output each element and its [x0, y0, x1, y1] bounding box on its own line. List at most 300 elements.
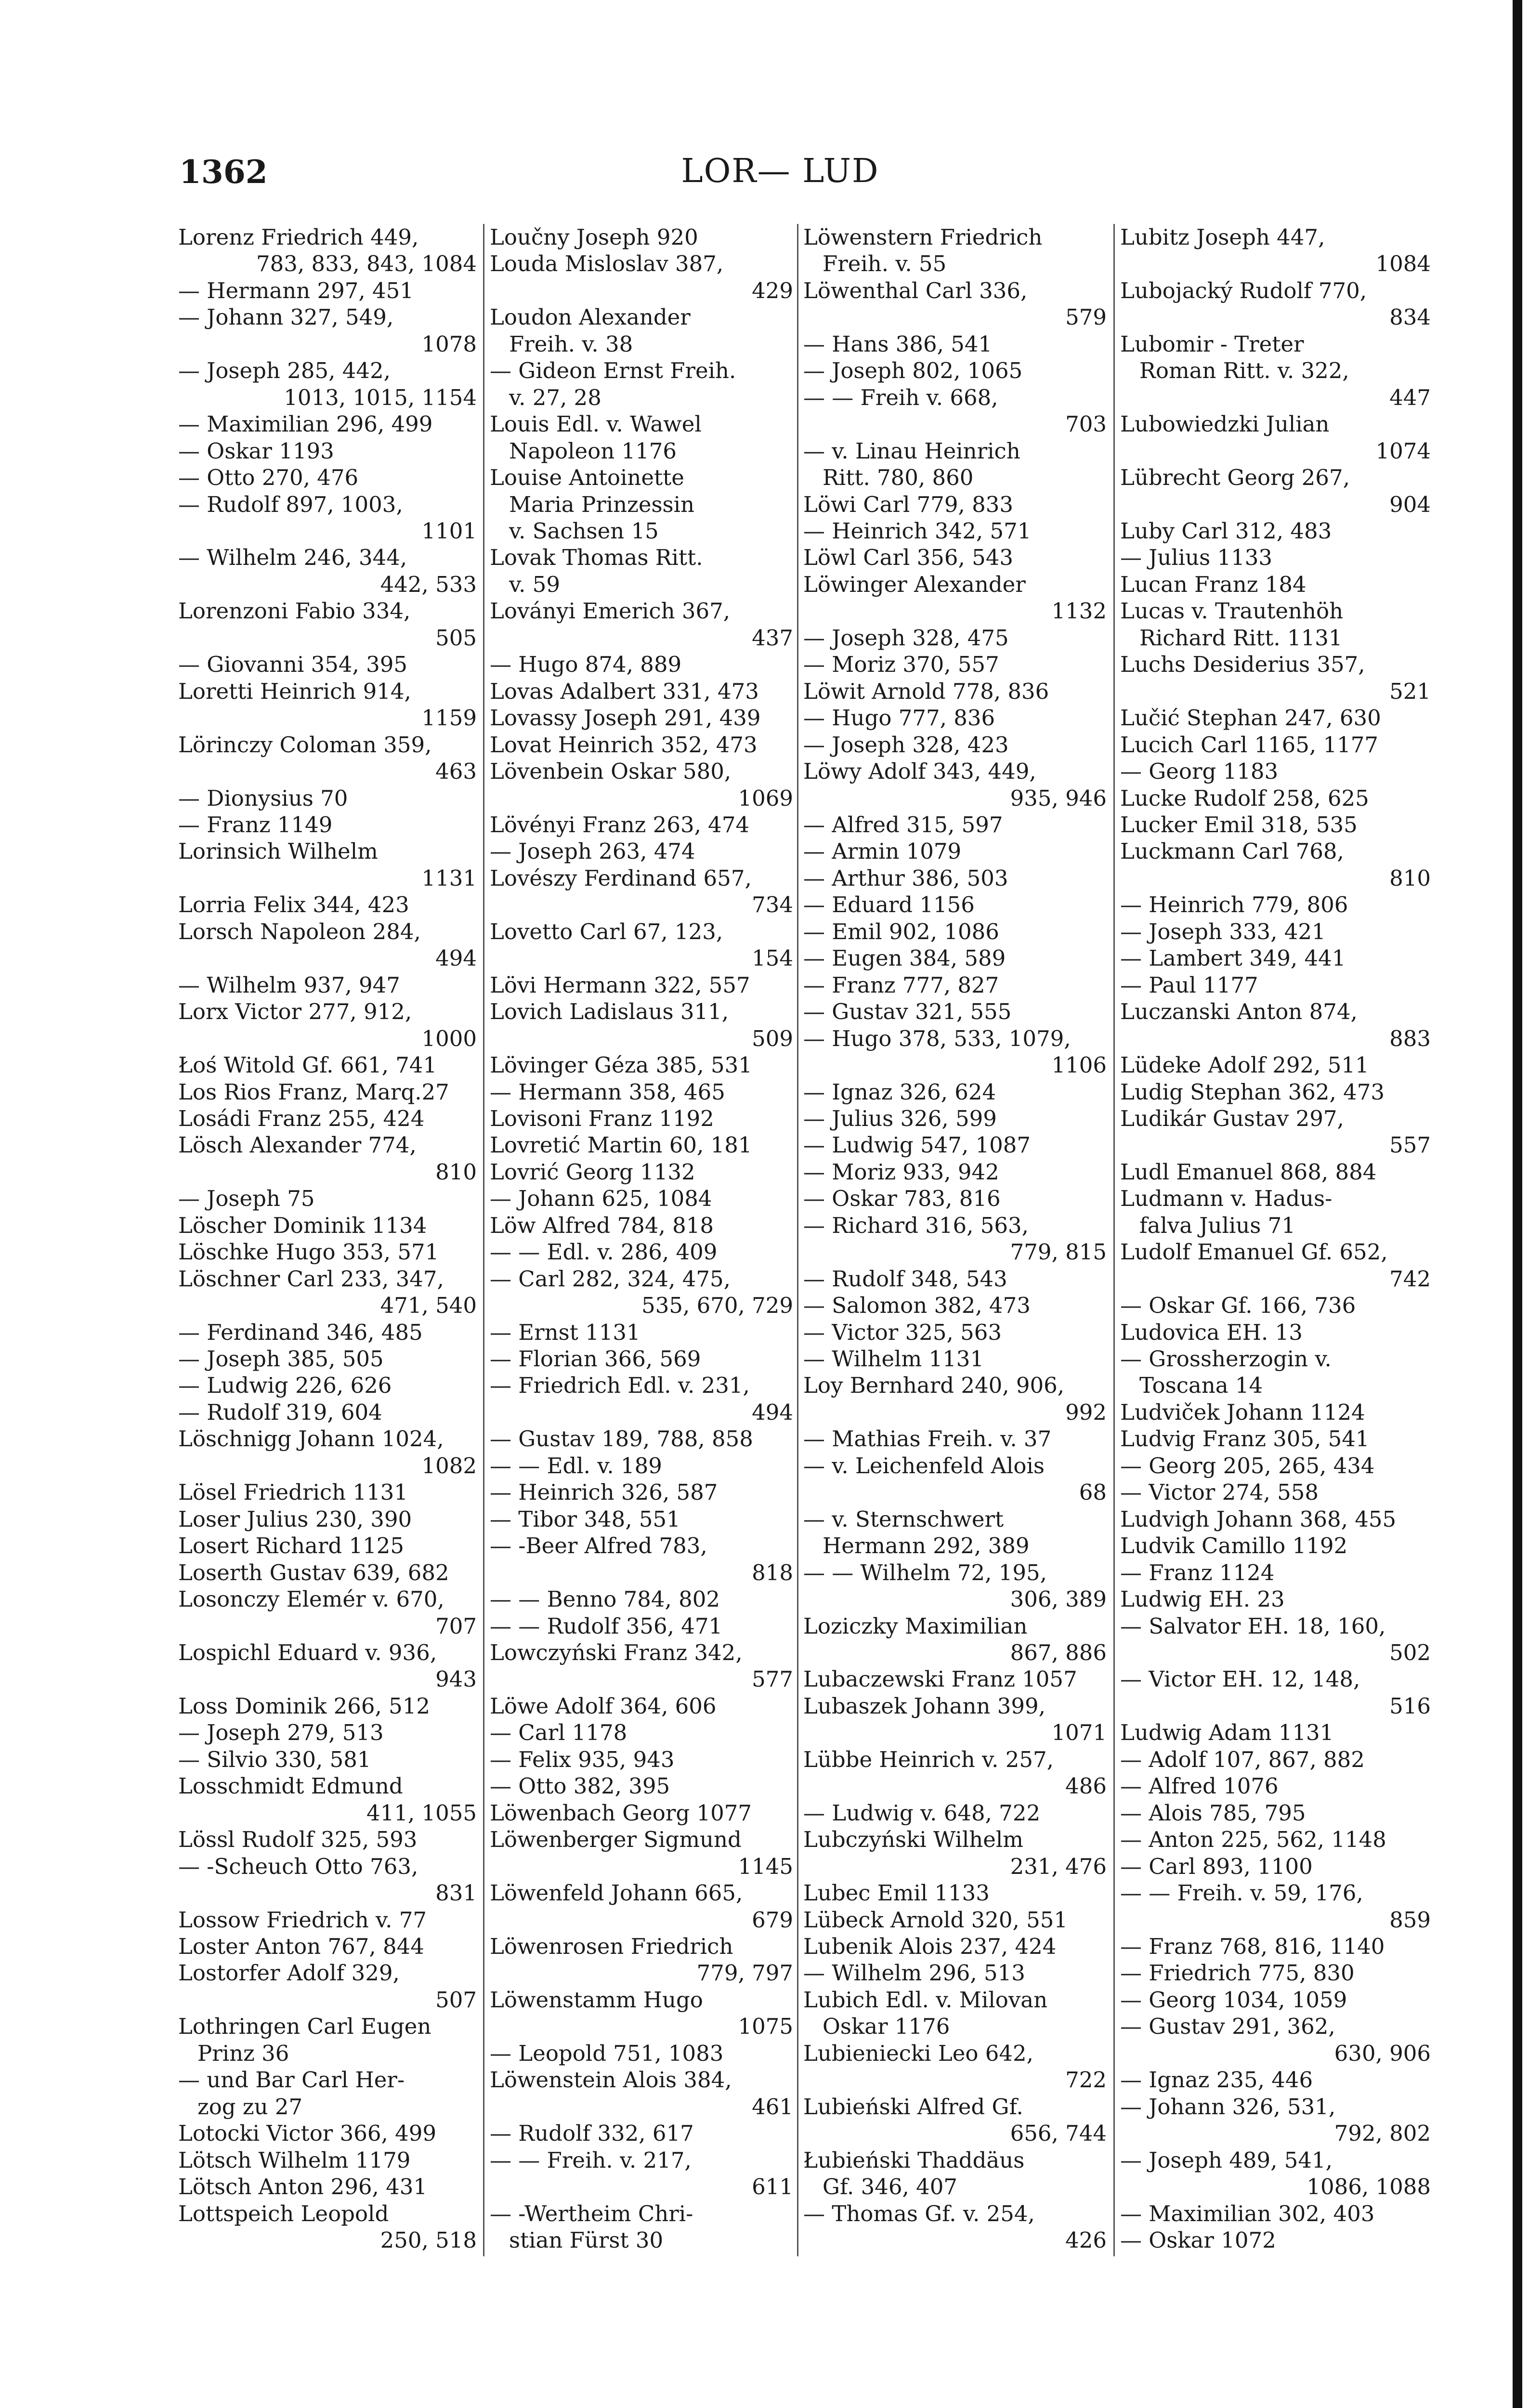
index-entry: — Dionysius 70: [178, 785, 348, 811]
index-entry: Losádi Franz 255, 424: [178, 1105, 425, 1131]
index-entry: Löschnigg Johann 1024,: [178, 1426, 444, 1452]
index-entry: — Carl 893, 1100: [1120, 1853, 1313, 1879]
index-entry: Löwenfeld Johann 665,: [490, 1880, 743, 1906]
index-entry: — Joseph 279, 513: [178, 1720, 384, 1746]
index-entry: Lövényi Franz 263, 474: [490, 811, 750, 838]
index-entry: — -Wertheim Chri-: [490, 2200, 693, 2226]
index-entry: 494: [752, 1399, 793, 1425]
index-entry: Lubaczewski Franz 1057: [803, 1666, 1077, 1692]
index-entry: Lübbe Heinrich v. 257,: [803, 1746, 1054, 1772]
column-divider: [797, 224, 798, 2256]
index-entry: Lovak Thomas Ritt.: [490, 545, 703, 571]
index-entry: — Lambert 349, 441: [1120, 945, 1346, 971]
index-column-3: [803, 224, 1107, 2254]
index-entry: — Gideon Ernst Freih.: [490, 358, 736, 384]
index-entry: — Hugo 378, 533, 1079,: [803, 1025, 1071, 1051]
index-entry: 783, 833, 843, 1084: [256, 251, 477, 277]
index-entry: Lovassy Joseph 291, 439: [490, 705, 761, 731]
index-entry: — Franz 1124: [1120, 1559, 1275, 1585]
index-entry: 630, 906: [1334, 2040, 1431, 2066]
index-entry: Lövinger Géza 385, 531: [490, 1052, 752, 1078]
index-entry: — Oskar 1193: [178, 438, 334, 464]
index-entry: — Ignaz 235, 446: [1120, 2067, 1313, 2093]
index-entry: 250, 518: [380, 2227, 477, 2253]
index-entry: — Hans 386, 541: [803, 331, 993, 357]
index-entry: — Arthur 386, 503: [803, 865, 1008, 891]
index-entry: 935, 946: [1010, 785, 1107, 811]
index-entry: 1078: [421, 331, 477, 357]
index-entry: Lössl Rudolf 325, 593: [178, 1827, 418, 1853]
index-entry: Los Rios Franz, Marq.27: [178, 1079, 449, 1105]
index-entry: — Heinrich 779, 806: [1120, 892, 1348, 918]
index-entry: Ludovica EH. 13: [1120, 1319, 1303, 1345]
index-entry: 1074: [1375, 438, 1431, 464]
index-entry: Lothringen Carl Eugen: [178, 2014, 431, 2040]
index-entry: Lucan Franz 184: [1120, 571, 1307, 597]
index-entry: Loster Anton 767, 844: [178, 1934, 424, 1959]
index-entry: Lorenzoni Fabio 334,: [178, 598, 411, 624]
index-entry: — — Wilhelm 72, 195,: [803, 1559, 1047, 1585]
index-entry: — Salvator EH. 18, 160,: [1120, 1613, 1386, 1639]
index-entry: — Richard 316, 563,: [803, 1212, 1029, 1238]
index-entry: 1131: [421, 865, 477, 891]
page-edge-border: [1513, 0, 1522, 2408]
index-entry: Lösel Friedrich 1131: [178, 1479, 408, 1505]
index-entry: Lovrić Georg 1132: [490, 1159, 695, 1185]
index-entry: Loziczky Maximilian: [803, 1613, 1028, 1639]
index-entry: Löwinger Alexander: [803, 571, 1026, 597]
index-entry: Lovretić Martin 60, 181: [490, 1132, 752, 1158]
index-entry: Lösch Alexander 774,: [178, 1132, 417, 1158]
index-entry: 703: [1065, 411, 1107, 437]
index-entry: — Rudolf 897, 1003,: [178, 491, 403, 517]
index-entry: — Johann 327, 549,: [178, 304, 394, 330]
index-entry: stian Fürst 30: [509, 2227, 664, 2253]
index-entry: — Johann 625, 1084: [490, 1186, 712, 1212]
column-divider: [1113, 224, 1115, 2256]
index-entry: — Hugo 874, 889: [490, 652, 682, 678]
index-entry: 834: [1389, 304, 1431, 330]
index-entry: v. 27, 28: [509, 384, 601, 410]
index-entry: 461: [752, 2094, 793, 2120]
index-entry: 779, 797: [696, 1960, 793, 1986]
index-entry: — Wilhelm 296, 513: [803, 1960, 1025, 1986]
index-entry: 810: [435, 1159, 477, 1185]
index-entry: Lottspeich Leopold: [178, 2200, 389, 2226]
index-entry: — Georg 205, 265, 434: [1120, 1453, 1375, 1479]
index-entry: 68: [1079, 1479, 1107, 1505]
index-entry: — Alois 785, 795: [1120, 1800, 1306, 1826]
index-entry: — Oskar 1072: [1120, 2227, 1276, 2253]
index-entry: — — Edl. v. 286, 409: [490, 1239, 718, 1265]
index-entry: Lubenik Alois 237, 424: [803, 1934, 1057, 1959]
index-entry: — Franz 777, 827: [803, 972, 999, 998]
index-entry: — Felix 935, 943: [490, 1746, 675, 1772]
index-entry: Löscher Dominik 1134: [178, 1212, 427, 1238]
index-entry: Ludvigh Johann 368, 455: [1120, 1506, 1397, 1532]
index-entry: 1071: [1051, 1720, 1107, 1746]
index-entry: 734: [752, 892, 793, 918]
index-entry: — Ludwig 226, 626: [178, 1373, 392, 1399]
index-entry: — Hugo 777, 836: [803, 705, 995, 731]
index-entry: — Joseph 333, 421: [1120, 918, 1326, 944]
index-entry: Löw Alfred 784, 818: [490, 1212, 714, 1238]
index-entry: Loserth Gustav 639, 682: [178, 1559, 449, 1585]
index-entry: — Tibor 348, 551: [490, 1506, 680, 1532]
index-entry: — Otto 270, 476: [178, 465, 359, 491]
index-entry: — Grossherzogin v.: [1120, 1346, 1332, 1372]
index-entry: Lubitz Joseph 447,: [1120, 224, 1325, 250]
index-entry: Lucker Emil 318, 535: [1120, 811, 1358, 838]
index-entry: Lucas v. Trautenhöh: [1120, 598, 1344, 624]
index-entry: Lüdeke Adolf 292, 511: [1120, 1052, 1369, 1078]
index-entry: — und Bar Carl Her-: [178, 2067, 405, 2093]
index-entry: Löwl Carl 356, 543: [803, 545, 1014, 571]
index-entry: Lövenbein Oskar 580,: [490, 759, 732, 785]
index-entry: Lubieniecki Leo 642,: [803, 2040, 1033, 2066]
index-entry: 810: [1389, 865, 1431, 891]
index-entry: — Rudolf 332, 617: [490, 2120, 694, 2146]
index-entry: zog zu 27: [197, 2094, 303, 2120]
index-entry: — — Rudolf 356, 471: [490, 1613, 723, 1639]
index-entry: Ludikár Gustav 297,: [1120, 1105, 1344, 1131]
index-entry: Loser Julius 230, 390: [178, 1506, 412, 1532]
index-entry: Löwit Arnold 778, 836: [803, 678, 1049, 704]
index-entry: 656, 744: [1010, 2120, 1107, 2146]
index-entry: Losonczy Elemér v. 670,: [178, 1586, 444, 1612]
index-entry: Ludig Stephan 362, 473: [1120, 1079, 1385, 1105]
index-entry: 818: [752, 1559, 793, 1585]
index-entry: 1082: [421, 1453, 477, 1479]
index-entry: 463: [435, 759, 477, 785]
index-entry: Löwy Adolf 343, 449,: [803, 759, 1036, 785]
index-entry: — Mathias Freih. v. 37: [803, 1426, 1052, 1452]
index-entry: — Gustav 321, 555: [803, 999, 1012, 1025]
index-entry: — Salomon 382, 473: [803, 1293, 1031, 1319]
index-entry: Łubieński Thaddäus: [803, 2147, 1025, 2173]
index-entry: 502: [1389, 1640, 1431, 1666]
index-entry: — Heinrich 326, 587: [490, 1479, 718, 1505]
index-entry: Lovészy Ferdinand 657,: [490, 865, 752, 891]
index-entry: — — Freih v. 668,: [803, 384, 998, 410]
index-entry: 579: [1065, 304, 1107, 330]
index-entry: — Moriz 933, 942: [803, 1159, 999, 1185]
index-entry: Lubowiedzki Julian: [1120, 411, 1330, 437]
column-divider: [483, 224, 484, 2256]
index-entry: 429: [752, 277, 793, 303]
index-entry: — Hermann 358, 465: [490, 1079, 725, 1105]
index-entry: — Ferdinand 346, 485: [178, 1319, 423, 1345]
index-entry: Lorenz Friedrich 449,: [178, 224, 419, 250]
index-entry: — Moriz 370, 557: [803, 652, 999, 678]
index-entry: Lubich Edl. v. Milovan: [803, 1987, 1048, 2013]
index-entry: — Julius 326, 599: [803, 1105, 997, 1131]
index-entry: 231, 476: [1010, 1853, 1107, 1879]
index-entry: — Leopold 751, 1083: [490, 2040, 724, 2066]
index-entry: v. Sachsen 15: [509, 518, 659, 544]
index-entry: Lossow Friedrich v. 77: [178, 1907, 427, 1933]
index-entry: Lovich Ladislaus 311,: [490, 999, 729, 1025]
index-entry: 509: [752, 1025, 793, 1051]
index-entry: — Wilhelm 246, 344,: [178, 545, 407, 571]
index-entry: Napoleon 1176: [509, 438, 677, 464]
index-entry: — Victor 325, 563: [803, 1319, 1002, 1345]
index-entry: — Adolf 107, 867, 882: [1120, 1746, 1365, 1772]
index-entry: — Giovanni 354, 395: [178, 652, 408, 678]
page-number: 1362: [179, 153, 268, 191]
index-entry: — Franz 768, 816, 1140: [1120, 1934, 1385, 1959]
index-entry: Loudon Alexander: [490, 304, 691, 330]
index-entry: 1069: [738, 785, 793, 811]
index-entry: — Ignaz 326, 624: [803, 1079, 996, 1105]
index-entry: 1106: [1051, 1052, 1107, 1078]
index-entry: 447: [1389, 384, 1431, 410]
index-entry: — -Beer Alfred 783,: [490, 1533, 707, 1559]
index-entry: 742: [1389, 1266, 1431, 1292]
index-column-2: [490, 224, 793, 2254]
index-entry: — Otto 382, 395: [490, 1773, 670, 1799]
index-entry: Hermann 292, 389: [823, 1533, 1030, 1559]
index-entry: — Friedrich 775, 830: [1120, 1960, 1355, 1986]
index-entry: Lubojacký Rudolf 770,: [1120, 277, 1367, 303]
index-entry: 831: [435, 1880, 477, 1906]
index-entry: Lubaszek Johann 399,: [803, 1693, 1045, 1719]
index-entry: — Joseph 75: [178, 1186, 315, 1212]
index-entry: — Rudolf 319, 604: [178, 1399, 382, 1425]
index-entry: Lorx Victor 277, 912,: [178, 999, 412, 1025]
index-entry: Luczanski Anton 874,: [1120, 999, 1358, 1025]
index-entry: — Maximilian 296, 499: [178, 411, 433, 437]
index-entry: 577: [752, 1666, 793, 1692]
index-entry: — Heinrich 342, 571: [803, 518, 1032, 544]
index-entry: 442, 533: [380, 571, 477, 597]
index-entry: Luckmann Carl 768,: [1120, 838, 1344, 864]
index-entry: Łoś Witold Gf. 661, 741: [178, 1052, 437, 1078]
index-entry: Lovisoni Franz 1192: [490, 1105, 714, 1131]
index-entry: Lorsch Napoleon 284,: [178, 918, 421, 944]
index-entry: 1075: [738, 2014, 793, 2040]
index-entry: — Maximilian 302, 403: [1120, 2200, 1375, 2226]
index-entry: Prinz 36: [197, 2040, 289, 2066]
index-entry: Lubczyński Wilhelm: [803, 1827, 1023, 1853]
index-entry: — Joseph 489, 541,: [1120, 2147, 1333, 2173]
index-entry: 507: [435, 1987, 477, 2013]
index-entry: — Georg 1034, 1059: [1120, 1987, 1347, 2013]
index-entry: Lucke Rudolf 258, 625: [1120, 785, 1369, 811]
index-entry: Luby Carl 312, 483: [1120, 518, 1332, 544]
index-entry: Ludvig Franz 305, 541: [1120, 1426, 1370, 1452]
index-entry: — Joseph 328, 475: [803, 625, 1009, 651]
index-entry: — Victor EH. 12, 148,: [1120, 1666, 1360, 1692]
index-entry: — Franz 1149: [178, 811, 333, 838]
index-entry: 1101: [421, 518, 477, 544]
index-entry: 306, 389: [1010, 1586, 1107, 1612]
index-entry: Ludviček Johann 1124: [1120, 1399, 1365, 1425]
index-entry: 494: [435, 945, 477, 971]
index-entry: — Wilhelm 1131: [803, 1346, 984, 1372]
index-entry: Richard Ritt. 1131: [1139, 625, 1343, 651]
index-column-4: [1120, 224, 1431, 2254]
index-entry: 722: [1065, 2067, 1107, 2093]
index-entry: Lovat Heinrich 352, 473: [490, 732, 758, 758]
index-entry: — — Edl. v. 189: [490, 1453, 662, 1479]
index-entry: Loretti Heinrich 914,: [178, 678, 411, 704]
index-entry: Freih. v. 38: [509, 331, 633, 357]
index-entry: 992: [1065, 1399, 1107, 1425]
index-entry: — Wilhelm 937, 947: [178, 972, 400, 998]
index-entry: Löwenrosen Friedrich: [490, 1934, 733, 1959]
index-entry: Lübeck Arnold 320, 551: [803, 1907, 1068, 1933]
index-entry: — -Scheuch Otto 763,: [178, 1853, 418, 1879]
index-entry: — — Benno 784, 802: [490, 1586, 720, 1612]
index-entry: 1159: [421, 705, 477, 731]
index-entry: Löschke Hugo 353, 571: [178, 1239, 439, 1265]
index-entry: Lörinczy Coloman 359,: [178, 732, 432, 758]
index-entry: — Joseph 263, 474: [490, 838, 695, 864]
index-entry: 904: [1389, 491, 1431, 517]
index-entry: 943: [435, 1666, 477, 1692]
index-entry: Löwenthal Carl 336,: [803, 277, 1028, 303]
index-entry: 426: [1065, 2227, 1107, 2253]
index-entry: — Alfred 1076: [1120, 1773, 1279, 1799]
index-entry: — Emil 902, 1086: [803, 918, 999, 944]
index-entry: 1086, 1088: [1307, 2174, 1431, 2200]
index-entry: Lubieński Alfred Gf.: [803, 2094, 1023, 2120]
index-entry: 679: [752, 1907, 793, 1933]
index-entry: 1145: [738, 1853, 793, 1879]
index-entry: Löwenberger Sigmund: [490, 1827, 742, 1853]
index-entry: — Joseph 285, 442,: [178, 358, 391, 384]
index-entry: 1013, 1015, 1154: [284, 384, 477, 410]
index-entry: 779, 815: [1010, 1239, 1107, 1265]
index-entry: Losert Richard 1125: [178, 1533, 405, 1559]
index-entry: — Ludwig v. 648, 722: [803, 1800, 1041, 1826]
index-entry: Ludmann v. Hadus-: [1120, 1186, 1333, 1212]
index-entry: 867, 886: [1010, 1640, 1107, 1666]
index-entry: — Thomas Gf. v. 254,: [803, 2200, 1035, 2226]
index-entry: Löschner Carl 233, 347,: [178, 1266, 444, 1292]
index-entry: — Georg 1183: [1120, 759, 1279, 785]
index-entry: Löwe Adolf 364, 606: [490, 1693, 717, 1719]
index-entry: Ritt. 780, 860: [823, 465, 974, 491]
running-head: LOR— LUD: [681, 152, 879, 190]
index-entry: — Oskar 783, 816: [803, 1186, 1001, 1212]
index-entry: Lovetto Carl 67, 123,: [490, 918, 723, 944]
index-entry: — Friedrich Edl. v. 231,: [490, 1373, 750, 1399]
index-entry: — Gustav 291, 362,: [1120, 2014, 1335, 2040]
index-entry: — v. Leichenfeld Alois: [803, 1453, 1045, 1479]
index-entry: Lucich Carl 1165, 1177: [1120, 732, 1379, 758]
index-entry: Gf. 346, 407: [823, 2174, 957, 2200]
index-entry: — Eduard 1156: [803, 892, 975, 918]
index-entry: — Julius 1133: [1120, 545, 1273, 571]
index-entry: 486: [1065, 1773, 1107, 1799]
index-entry: Löwenstamm Hugo: [490, 1987, 703, 2013]
index-entry: — Johann 326, 531,: [1120, 2094, 1336, 2120]
index-entry: — Victor 274, 558: [1120, 1479, 1319, 1505]
index-entry: Toscana 14: [1139, 1373, 1263, 1399]
index-entry: 437: [752, 625, 793, 651]
index-entry: 1132: [1051, 598, 1107, 624]
index-entry: 1084: [1375, 251, 1431, 277]
index-entry: 792, 802: [1334, 2120, 1431, 2146]
index-entry: 707: [435, 1613, 477, 1639]
index-entry: 859: [1389, 1907, 1431, 1933]
index-entry: Löwi Carl 779, 833: [803, 491, 1014, 517]
index-entry: Luchs Desiderius 357,: [1120, 652, 1365, 678]
index-entry: — Joseph 802, 1065: [803, 358, 1023, 384]
index-entry: — Ernst 1131: [490, 1319, 640, 1345]
index-entry: — Joseph 328, 423: [803, 732, 1009, 758]
index-entry: 471, 540: [380, 1293, 477, 1319]
index-entry: — — Freih. v. 59, 176,: [1120, 1880, 1363, 1906]
index-entry: — Joseph 385, 505: [178, 1346, 384, 1372]
index-entry: — Alfred 315, 597: [803, 811, 1003, 838]
index-entry: — v. Linau Heinrich: [803, 438, 1020, 464]
index-entry: Löwenstern Friedrich: [803, 224, 1043, 250]
index-entry: — Rudolf 348, 543: [803, 1266, 1007, 1292]
index-entry: Lovas Adalbert 331, 473: [490, 678, 759, 704]
index-entry: — Florian 366, 569: [490, 1346, 701, 1372]
index-entry: Lowczyński Franz 342,: [490, 1640, 743, 1666]
index-entry: Loučny Joseph 920: [490, 224, 698, 250]
index-entry: falva Julius 71: [1139, 1212, 1295, 1238]
index-entry: — — Freih. v. 217,: [490, 2147, 692, 2173]
index-entry: Lostorfer Adolf 329,: [178, 1960, 400, 1986]
index-entry: 1000: [421, 1025, 477, 1051]
index-entry: v. 59: [509, 571, 560, 597]
index-entry: Löwenbach Georg 1077: [490, 1800, 752, 1826]
index-entry: 535, 670, 729: [641, 1293, 793, 1319]
index-entry: Roman Ritt. v. 322,: [1139, 358, 1349, 384]
index-entry: 557: [1389, 1132, 1431, 1158]
index-column-1: [178, 224, 477, 2254]
index-entry: — Anton 225, 562, 1148: [1120, 1827, 1386, 1853]
index-entry: Freih. v. 55: [823, 251, 947, 277]
index-entry: — Carl 1178: [490, 1720, 627, 1746]
index-entry: — Oskar Gf. 166, 736: [1120, 1293, 1356, 1319]
index-entry: 883: [1389, 1025, 1431, 1051]
index-entry: Ludwig Adam 1131: [1120, 1720, 1334, 1746]
index-entry: 411, 1055: [366, 1800, 477, 1826]
index-entry: Louda Misloslav 387,: [490, 251, 724, 277]
index-entry: — Ludwig 547, 1087: [803, 1132, 1031, 1158]
index-entry: — Hermann 297, 451: [178, 277, 414, 303]
index-entry: Ludolf Emanuel Gf. 652,: [1120, 1239, 1388, 1265]
index-entry: Maria Prinzessin: [509, 491, 695, 517]
index-entry: Lorinsich Wilhelm: [178, 838, 378, 864]
index-entry: — Armin 1079: [803, 838, 962, 864]
index-entry: 521: [1389, 678, 1431, 704]
index-entry: Louise Antoinette: [490, 465, 684, 491]
index-entry: — Paul 1177: [1120, 972, 1258, 998]
index-entry: Lövi Hermann 322, 557: [490, 972, 750, 998]
index-entry: Louis Edl. v. Wawel: [490, 411, 702, 437]
index-entry: Lorria Felix 344, 423: [178, 892, 409, 918]
index-entry: 516: [1389, 1693, 1431, 1719]
index-entry: — Carl 282, 324, 475,: [490, 1266, 731, 1292]
index-entry: Loss Dominik 266, 512: [178, 1693, 431, 1719]
index-entry: Loy Bernhard 240, 906,: [803, 1373, 1065, 1399]
index-entry: Oskar 1176: [823, 2014, 950, 2040]
index-entry: — Silvio 330, 581: [178, 1746, 371, 1772]
index-entry: Lötsch Wilhelm 1179: [178, 2147, 411, 2173]
index-entry: 611: [752, 2174, 793, 2200]
index-entry: Löwenstein Alois 384,: [490, 2067, 732, 2093]
index-entry: 154: [752, 945, 793, 971]
index-entry: Ludl Emanuel 868, 884: [1120, 1159, 1377, 1185]
index-entry: Lotocki Victor 366, 499: [178, 2120, 437, 2146]
